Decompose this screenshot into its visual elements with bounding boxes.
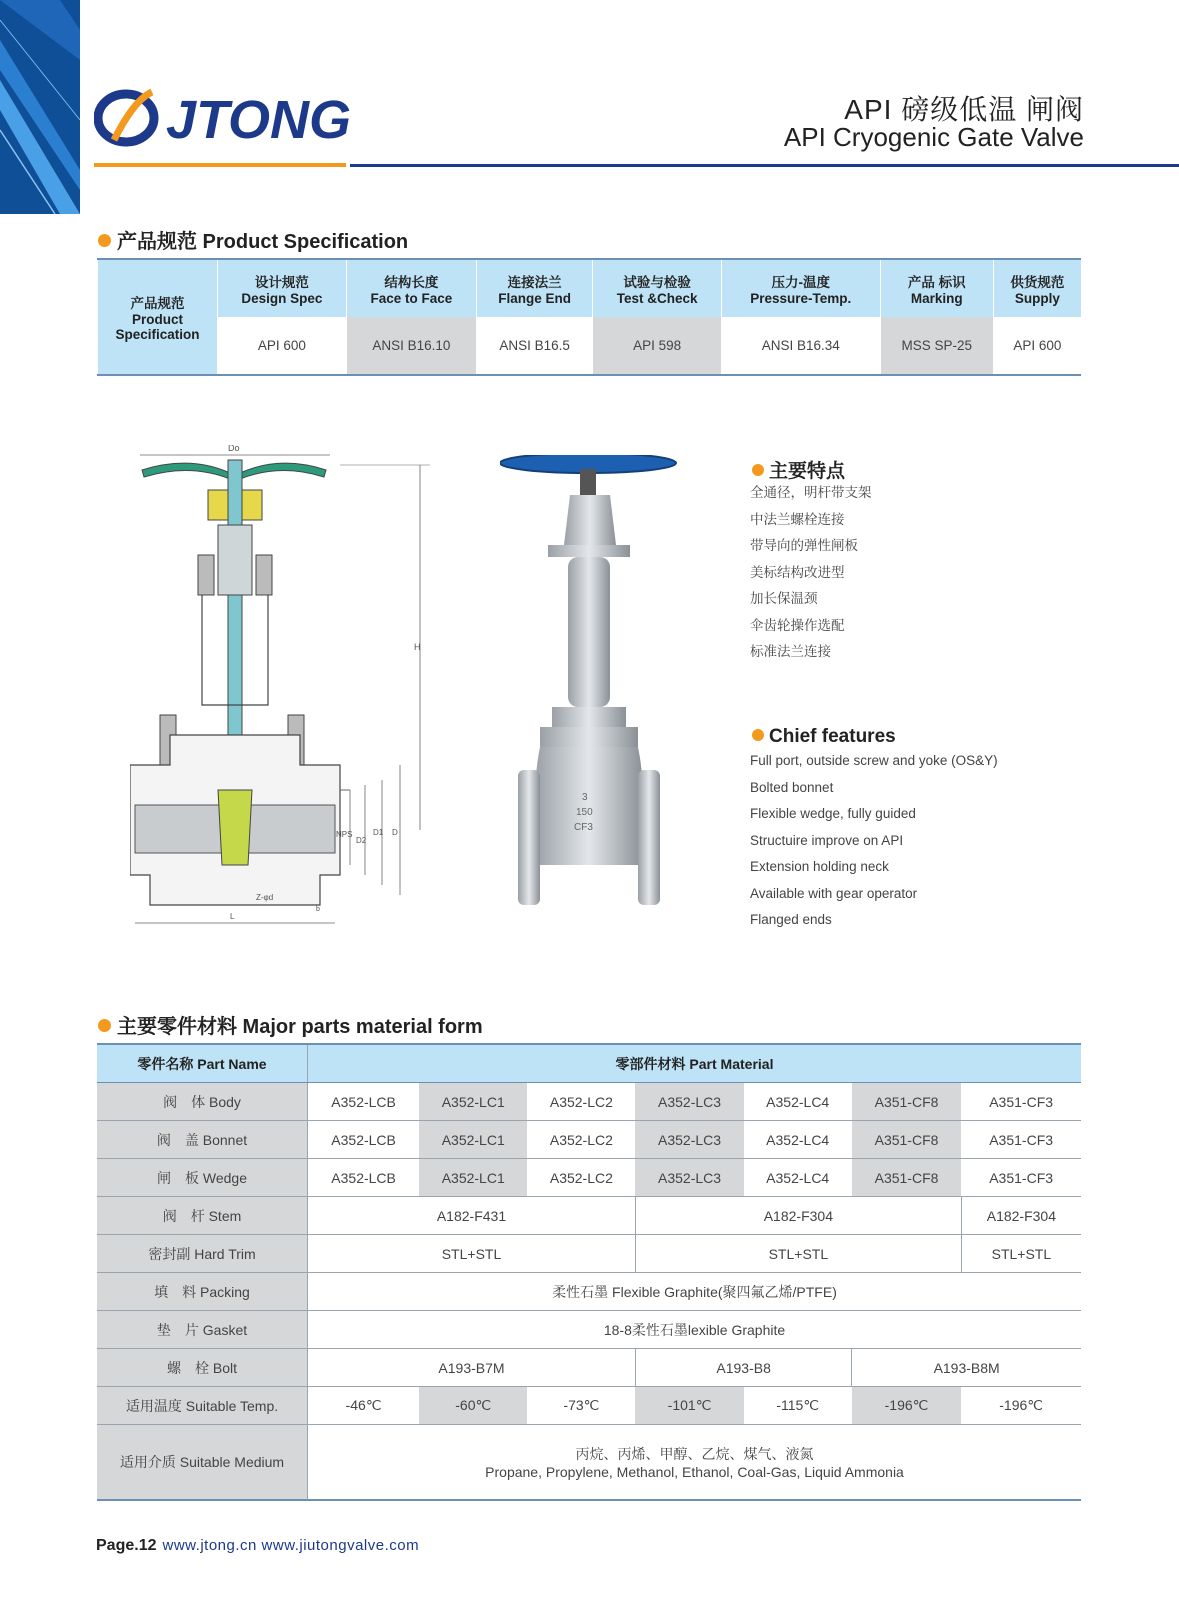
table-cell: A352-LCB <box>308 1121 420 1159</box>
spec-col-header <box>218 259 347 317</box>
spec-row-header-cn: 产品规范 <box>130 296 185 311</box>
part-label-bonnet: 阀 盖 Bonnet <box>97 1121 308 1159</box>
part-label-stem: 阀 杆 Stem <box>97 1197 308 1235</box>
spec-header-row <box>98 259 1082 317</box>
table-row <box>97 1083 1081 1121</box>
spec-section-title <box>98 225 408 254</box>
bullet-icon <box>752 464 764 476</box>
table-cell: A352-LCB <box>308 1083 420 1121</box>
spec-col-cn: 连接法兰 <box>507 275 562 290</box>
spec-value: ANSI B16.5 <box>476 317 592 375</box>
logo-text: JTONG <box>166 90 352 150</box>
feature-en-item: Bolted bonnet <box>750 779 834 795</box>
table-cell: -115℃ <box>744 1387 852 1425</box>
features-en-list <box>750 748 998 934</box>
table-cell: A352-LC4 <box>744 1083 852 1121</box>
table-cell: A182-F304 <box>961 1197 1081 1235</box>
spec-col-cn: 供货规范 <box>1010 275 1065 290</box>
feature-cn-item: 全通径，明杆带支架 <box>750 485 872 500</box>
part-label-gasket: 垫 片 Gasket <box>97 1311 308 1349</box>
table-cell: A193-B7M <box>308 1349 636 1387</box>
spec-value: API 600 <box>993 317 1081 375</box>
table-cell: A352-LC3 <box>635 1159 743 1197</box>
feature-en-item: Extension holding neck <box>750 859 889 874</box>
table-cell: A352-LC4 <box>744 1121 852 1159</box>
features-cn-title-text: 主要特点 <box>769 461 846 482</box>
spec-section-title-text: 产品规范 Product Specification <box>117 231 409 253</box>
photo-marking-2: 150 <box>576 807 593 818</box>
spec-col-header <box>880 259 993 317</box>
spec-col-en: Design Spec <box>241 291 323 306</box>
materials-section-title <box>98 1010 483 1039</box>
table-row <box>97 1159 1081 1197</box>
table-cell: -46℃ <box>308 1387 420 1425</box>
spec-col-en: Pressure-Temp. <box>750 291 852 306</box>
spec-col-cn: 试验与检验 <box>623 275 691 290</box>
table-cell: A193-B8 <box>635 1349 851 1387</box>
dim-nps-label: NPS <box>336 830 353 839</box>
spec-table <box>97 258 1081 376</box>
table-cell: A351-CF3 <box>961 1121 1081 1159</box>
table-cell: A352-LC3 <box>635 1083 743 1121</box>
feature-en-item: Flexible wedge, fully guided <box>750 806 916 821</box>
table-cell: -73℃ <box>527 1387 635 1425</box>
table-cell: A352-LC2 <box>527 1159 635 1197</box>
feature-cn-item: 中法兰螺栓连接 <box>750 511 845 527</box>
table-cell: STL+STL <box>635 1235 961 1273</box>
spec-col-en: Face to Face <box>370 291 453 306</box>
jtong-logo <box>94 80 354 150</box>
page-title-cn: API 磅级低温 闸阀 <box>844 94 1084 125</box>
table-cell: A352-LC3 <box>635 1121 743 1159</box>
spec-col-cn: 产品 标识 <box>907 275 966 290</box>
part-label-temp: 适用温度 Suitable Temp. <box>97 1387 308 1425</box>
part-label-trim: 密封副 Hard Trim <box>97 1235 308 1273</box>
spec-col-cn: 压力-温度 <box>771 275 831 290</box>
table-row <box>97 1387 1081 1425</box>
table-row <box>97 1273 1081 1311</box>
spec-value-row <box>98 317 1082 375</box>
table-cell: A193-B8M <box>852 1349 1081 1387</box>
table-cell: 柔性石墨 Flexible Graphite(聚四氟乙烯/PTFE) <box>308 1273 1082 1311</box>
photo-marking-3: CF3 <box>574 822 593 833</box>
spec-value: ANSI B16.10 <box>346 317 476 375</box>
spec-col-header <box>346 259 476 317</box>
dim-b-label: b <box>316 906 320 913</box>
features-en-title-text: Chief features <box>769 726 896 747</box>
feature-cn-item: 标准法兰连接 <box>750 644 831 659</box>
dim-h-label: H <box>414 642 421 652</box>
dim-l-label: L <box>230 912 235 921</box>
table-row <box>97 1197 1081 1235</box>
spec-col-cn: 结构长度 <box>384 275 439 290</box>
feature-en-item: Full port, outside screw and yoke (OS&Y) <box>750 753 998 768</box>
spec-col-header <box>721 259 880 317</box>
features-cn-list <box>750 480 872 666</box>
materials-section-title-text: 主要零件材料 Major parts material form <box>117 1016 483 1038</box>
feature-cn-item: 带导向的弹性闸板 <box>750 538 858 553</box>
table-row <box>97 1425 1081 1501</box>
valve-section-drawing <box>130 445 450 945</box>
bullet-icon <box>98 234 111 247</box>
spec-row-header-en1: Product <box>131 312 183 327</box>
spec-col-header <box>593 259 721 317</box>
part-label-bolt: 螺 栓 Bolt <box>97 1349 308 1387</box>
corner-decoration <box>0 0 80 214</box>
part-material-header: 零部件材料 Part Material <box>308 1044 1082 1083</box>
table-cell: A182-F304 <box>635 1197 961 1235</box>
table-cell: 18-8柔性石墨lexible Graphite <box>308 1311 1082 1349</box>
features-cn-title <box>752 456 845 483</box>
part-label-packing: 填 料 Packing <box>97 1273 308 1311</box>
spec-col-en: Flange End <box>498 291 571 306</box>
page-number: Page.12 <box>96 1537 157 1554</box>
medium-cell <box>308 1425 1082 1501</box>
materials-table <box>97 1043 1081 1501</box>
bullet-icon <box>98 1019 111 1032</box>
dim-d1-label: D1 <box>373 828 384 837</box>
materials-header-row <box>97 1044 1081 1083</box>
feature-en-item: Available with gear operator <box>750 885 918 901</box>
dim-z-label: Z-φd <box>256 893 274 902</box>
table-cell: -60℃ <box>419 1387 527 1425</box>
header-rule <box>350 164 1179 167</box>
footer-urls: www.jtong.cn www.jiutongvalve.com <box>162 1537 420 1554</box>
part-label-body: 阀 体 Body <box>97 1083 308 1121</box>
part-label-wedge: 闸 板 Wedge <box>97 1159 308 1197</box>
table-cell: -101℃ <box>635 1387 743 1425</box>
feature-en-item: Structuire improve on API <box>750 832 904 848</box>
table-row <box>97 1235 1081 1273</box>
table-cell: STL+STL <box>308 1235 636 1273</box>
spec-row-header <box>98 259 218 375</box>
table-cell: A182-F431 <box>308 1197 636 1235</box>
table-cell: A352-LC1 <box>419 1121 527 1159</box>
part-label-medium: 适用介质 Suitable Medium <box>97 1425 308 1501</box>
spec-col-cn: 设计规范 <box>254 275 309 290</box>
spec-col-header <box>993 259 1081 317</box>
spec-col-en: Marking <box>910 291 963 306</box>
spec-value: ANSI B16.34 <box>721 317 880 375</box>
spec-row-header-en2: Specification <box>115 327 200 342</box>
page-title-en: API Cryogenic Gate Valve <box>783 122 1084 152</box>
table-cell: -196℃ <box>961 1387 1081 1425</box>
feature-cn-item: 伞齿轮操作选配 <box>750 617 845 633</box>
table-row <box>97 1349 1081 1387</box>
photo-marking-1: 3 <box>582 792 588 803</box>
table-cell: A351-CF3 <box>961 1159 1081 1197</box>
table-row <box>97 1311 1081 1349</box>
logo-underline <box>94 163 346 167</box>
dim-d2-label: D2 <box>356 836 367 845</box>
table-cell: A352-LC1 <box>419 1159 527 1197</box>
table-cell: A352-LC2 <box>527 1121 635 1159</box>
part-name-header: 零件名称 Part Name <box>97 1044 308 1083</box>
spec-col-en: Test &Check <box>616 291 698 306</box>
features-en-title <box>752 726 896 748</box>
table-row <box>97 1121 1081 1159</box>
medium-en: Propane, Propylene, Methanol, Ethanol, Coal-Gas, Liquid Ammonia <box>485 1464 904 1480</box>
table-cell: A351-CF8 <box>852 1121 961 1159</box>
spec-value: MSS SP-25 <box>880 317 993 375</box>
table-cell: -196℃ <box>852 1387 961 1425</box>
dim-d-label: D <box>392 828 398 837</box>
table-cell: A351-CF8 <box>852 1083 961 1121</box>
feature-en-item: Flanged ends <box>750 912 832 927</box>
table-cell: A351-CF8 <box>852 1159 961 1197</box>
spec-col-header <box>476 259 592 317</box>
feature-cn-item: 美标结构改进型 <box>750 564 845 580</box>
table-cell: A352-LCB <box>308 1159 420 1197</box>
medium-cn: 丙烷、丙烯、甲醇、乙烷、煤气、液氮 <box>575 1446 814 1462</box>
dim-do-label: Do <box>228 445 240 453</box>
footer <box>96 1537 419 1555</box>
spec-value: API 600 <box>218 317 347 375</box>
table-cell: STL+STL <box>961 1235 1081 1273</box>
table-cell: A352-LC2 <box>527 1083 635 1121</box>
spec-col-en: Supply <box>1014 291 1060 306</box>
spec-value: API 598 <box>593 317 721 375</box>
valve-photo <box>500 455 700 930</box>
feature-cn-item: 加长保温颈 <box>750 591 818 606</box>
bullet-icon <box>752 729 764 741</box>
table-cell: A352-LC1 <box>419 1083 527 1121</box>
table-cell: A352-LC4 <box>744 1159 852 1197</box>
table-cell: A351-CF3 <box>961 1083 1081 1121</box>
